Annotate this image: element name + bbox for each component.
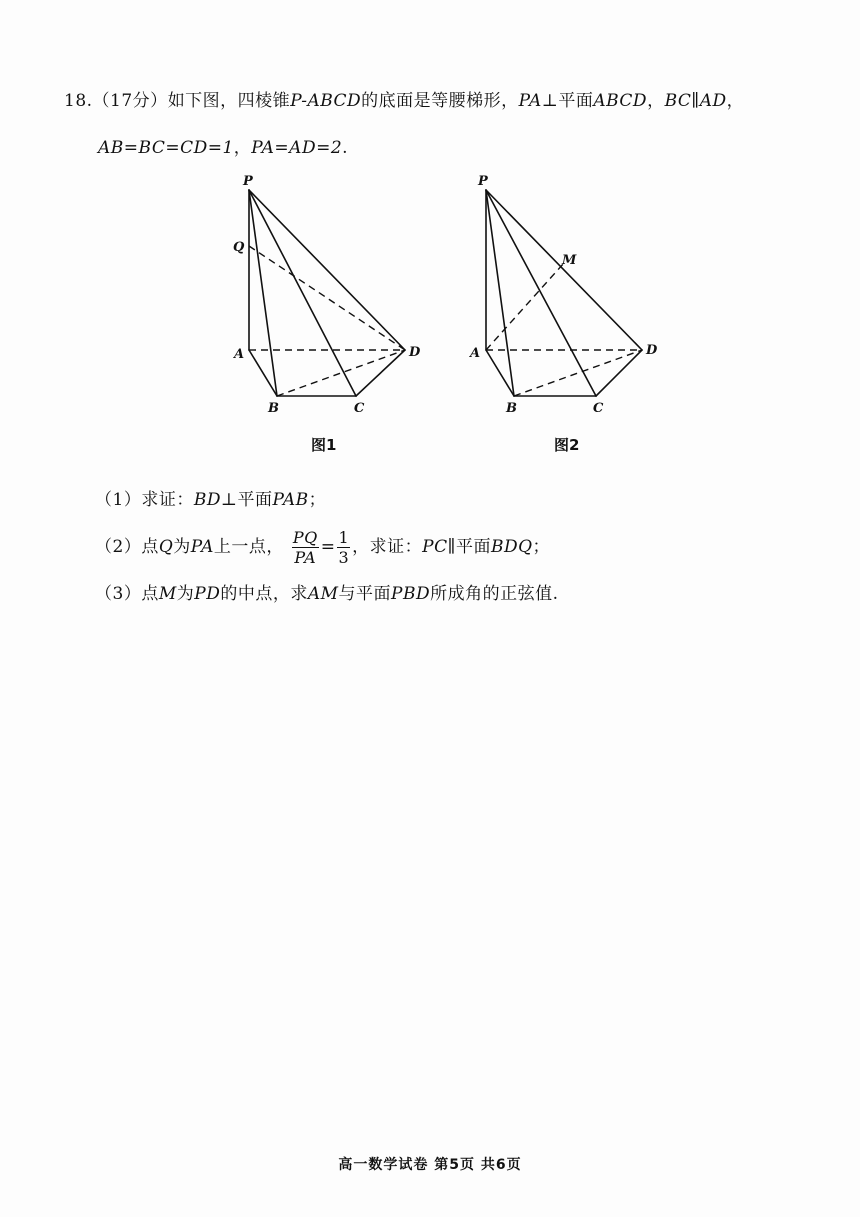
vertex-label-c: C [593, 401, 604, 416]
sub-question-2 [95, 528, 550, 567]
hidden-edge-bd [277, 350, 405, 396]
sub-question-number: （3） [95, 584, 142, 604]
math-term: Q [158, 537, 174, 557]
fraction-pq-over-pa [292, 528, 319, 567]
given-lengths-2: PA=AD=2 [251, 138, 343, 158]
math-term: M [158, 584, 177, 604]
text: 为 [173, 537, 191, 557]
problem-number: 18. [64, 91, 93, 111]
edge-pb [249, 190, 277, 396]
math-term: PC∥ [422, 537, 456, 557]
perpendicular-line: PA [518, 91, 542, 111]
vertex-label-m: M [562, 253, 577, 268]
vertex-label-p: P [478, 174, 488, 189]
separator: ， [647, 91, 665, 111]
base-plane: ABCD [593, 91, 648, 111]
math-term: AM [307, 584, 339, 604]
text: 点 [141, 537, 159, 557]
vertex-label-c: C [354, 401, 365, 416]
vertex-label-b: B [506, 401, 517, 416]
sub-question-number: （2） [95, 537, 142, 557]
vertex-label-d: D [409, 345, 421, 360]
figure-1-pyramid-with-q [225, 168, 435, 458]
problem-statement-line-1 [64, 86, 744, 111]
fraction-denominator: 3 [338, 548, 350, 567]
sub-question-3 [95, 579, 558, 604]
edge-pc [249, 190, 356, 396]
fraction-numerator: 1 [338, 528, 350, 547]
figure-2-pyramid-with-m [462, 168, 672, 458]
edge-ab [249, 350, 277, 396]
separator: ， [233, 138, 252, 158]
figure-2-caption: 图2 [554, 436, 580, 454]
figure-2-diagram [462, 168, 672, 458]
given-lengths-1: AB=BC=CD=1 [98, 138, 234, 158]
hidden-edge-qd [249, 246, 405, 350]
separator: ， [726, 91, 745, 111]
text: ； [532, 537, 551, 557]
text: 为 [176, 584, 195, 604]
edge-cd [596, 350, 642, 396]
vertex-label-b: B [268, 401, 279, 416]
vertex-label-a: A [234, 347, 245, 362]
statement-end: . [342, 138, 349, 158]
edge-pd [249, 190, 405, 350]
math-term: PBD [391, 584, 431, 604]
edge-pc [486, 190, 596, 396]
parallel-statement: BC∥AD [664, 91, 727, 111]
edge-ab [486, 350, 514, 396]
text: 点 [141, 584, 159, 604]
text: ⊥平面 [220, 490, 273, 510]
text: ； [308, 490, 327, 510]
text: . [552, 584, 559, 604]
figure-1-caption: 图1 [311, 436, 337, 454]
pyramid-name: P-ABCD [290, 91, 362, 111]
vertex-label-q: Q [233, 240, 245, 255]
hidden-edge-bd [514, 350, 642, 396]
math-term: PAB [272, 490, 309, 510]
fraction-denominator: PA [294, 548, 317, 567]
math-term: PA [190, 537, 214, 557]
math-term: PD [194, 584, 221, 604]
fraction-numerator: PQ [292, 528, 318, 547]
edge-pd [486, 190, 642, 350]
text: 的中点，求 [220, 584, 308, 604]
text: ，求证： [352, 537, 423, 557]
problem-intro-a: 如下图，四棱锥 [167, 91, 291, 111]
edge-cd [356, 350, 405, 396]
text: 所成角的正弦值 [430, 584, 553, 604]
edge-pb [486, 190, 514, 396]
math-term: BDQ [490, 537, 533, 557]
sub-question-number: （1） [95, 490, 142, 510]
equals-sign: = [320, 537, 336, 557]
vertex-label-a: A [470, 346, 481, 361]
vertex-label-d: D [646, 343, 658, 358]
text: 求证： [141, 490, 194, 510]
text: 上一点， [213, 537, 284, 557]
math-term: BD [193, 490, 221, 510]
problem-points: （17分） [92, 91, 168, 111]
problem-intro-b: 的底面是等腰梯形， [361, 91, 519, 111]
figure-1-diagram [225, 168, 435, 458]
page-footer: 高一数学试卷 第5页 共6页 [338, 1157, 522, 1173]
text: 与平面 [338, 584, 392, 604]
vertex-label-p: P [243, 174, 253, 189]
fraction-one-third [337, 528, 350, 567]
perp-symbol: ⊥ [541, 91, 559, 111]
plane-word: 平面 [558, 91, 594, 111]
problem-statement-line-2 [98, 133, 348, 158]
sub-question-1 [95, 485, 326, 510]
text: 平面 [455, 537, 491, 557]
